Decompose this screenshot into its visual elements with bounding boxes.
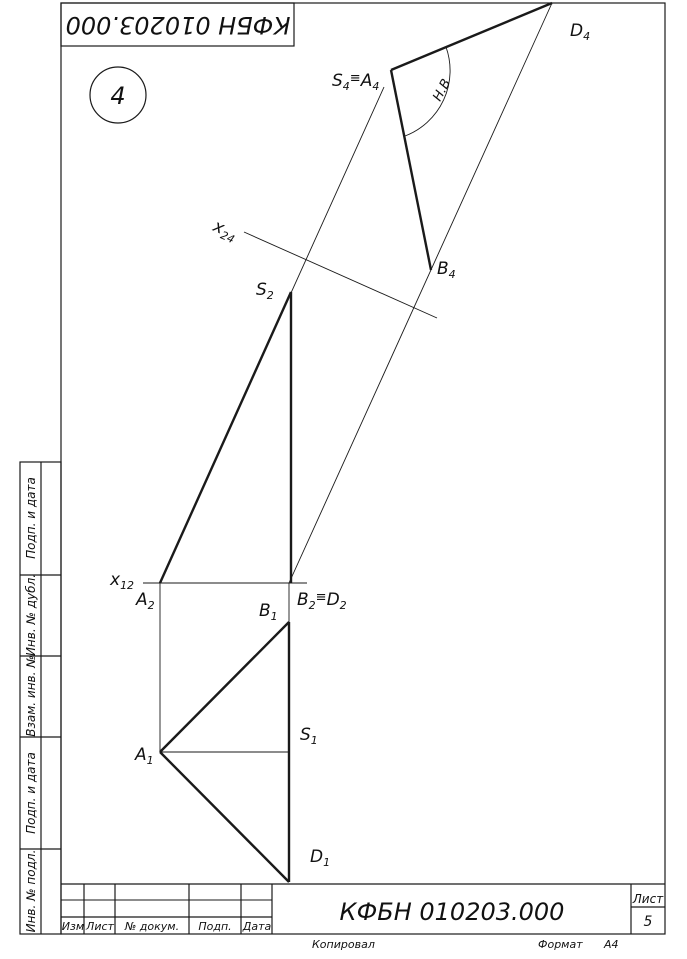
label-S1: $S_1$ — [300, 725, 318, 747]
footer-format-value: А4 — [604, 938, 619, 951]
title-sheet-label: Лист — [632, 892, 664, 906]
title-designation: КФБН 010203.000 — [339, 898, 565, 926]
label-S2: $S_2$ — [256, 280, 274, 302]
footer — [312, 938, 619, 951]
label-x24: $x_{24}$ — [209, 216, 237, 247]
title-col-sheet: Лист — [86, 920, 114, 933]
side-item-orig-inv: Инв. № подл. — [24, 849, 38, 933]
object-lines — [160, 3, 552, 882]
side-column — [20, 462, 61, 934]
title-block — [61, 884, 665, 934]
label-B4: $B_4$ — [437, 259, 456, 281]
label-true-size: Н.В — [430, 76, 455, 104]
footer-copied: Копировал — [312, 938, 375, 951]
label-D1: $D_1$ — [310, 847, 331, 869]
label-S4-A4: $S_4^\equiv A_4$ — [332, 71, 380, 93]
sheet-number-badge — [90, 67, 146, 123]
label-D4: $D_4$ — [570, 21, 591, 43]
side-item-sign-date-1: Подп. и дата — [24, 477, 38, 559]
title-col-change: Изм — [61, 920, 85, 933]
label-x12: $x_{12}$ — [110, 570, 135, 592]
label-B2-D2: $B_2^\equiv D_2$ — [297, 590, 347, 612]
header-stamp-code: КФБН 010203.000 — [65, 11, 291, 39]
label-B1: $B_1$ — [259, 601, 278, 623]
sheet-number-badge-text: 4 — [110, 82, 126, 110]
side-item-sign-date-2: Подп. и дата — [24, 752, 38, 834]
side-item-replace-inv: Взам. инв. № — [24, 655, 38, 737]
drawing-frame — [61, 3, 665, 934]
label-A1: $A_1$ — [135, 745, 154, 767]
label-A2: $A_2$ — [136, 590, 155, 612]
axis-x24 — [244, 232, 437, 318]
title-sheet-value: 5 — [643, 914, 653, 930]
title-col-signature: Подп. — [198, 920, 232, 933]
side-item-dup-inv: Инв. № дубл. — [24, 573, 38, 657]
construction-lines — [143, 3, 552, 752]
title-col-doc-number: № докум. — [124, 920, 180, 933]
title-col-date: Дата — [242, 920, 272, 933]
header-stamp — [61, 3, 294, 46]
footer-format-label: Формат — [538, 938, 583, 951]
point-labels — [109, 21, 590, 869]
